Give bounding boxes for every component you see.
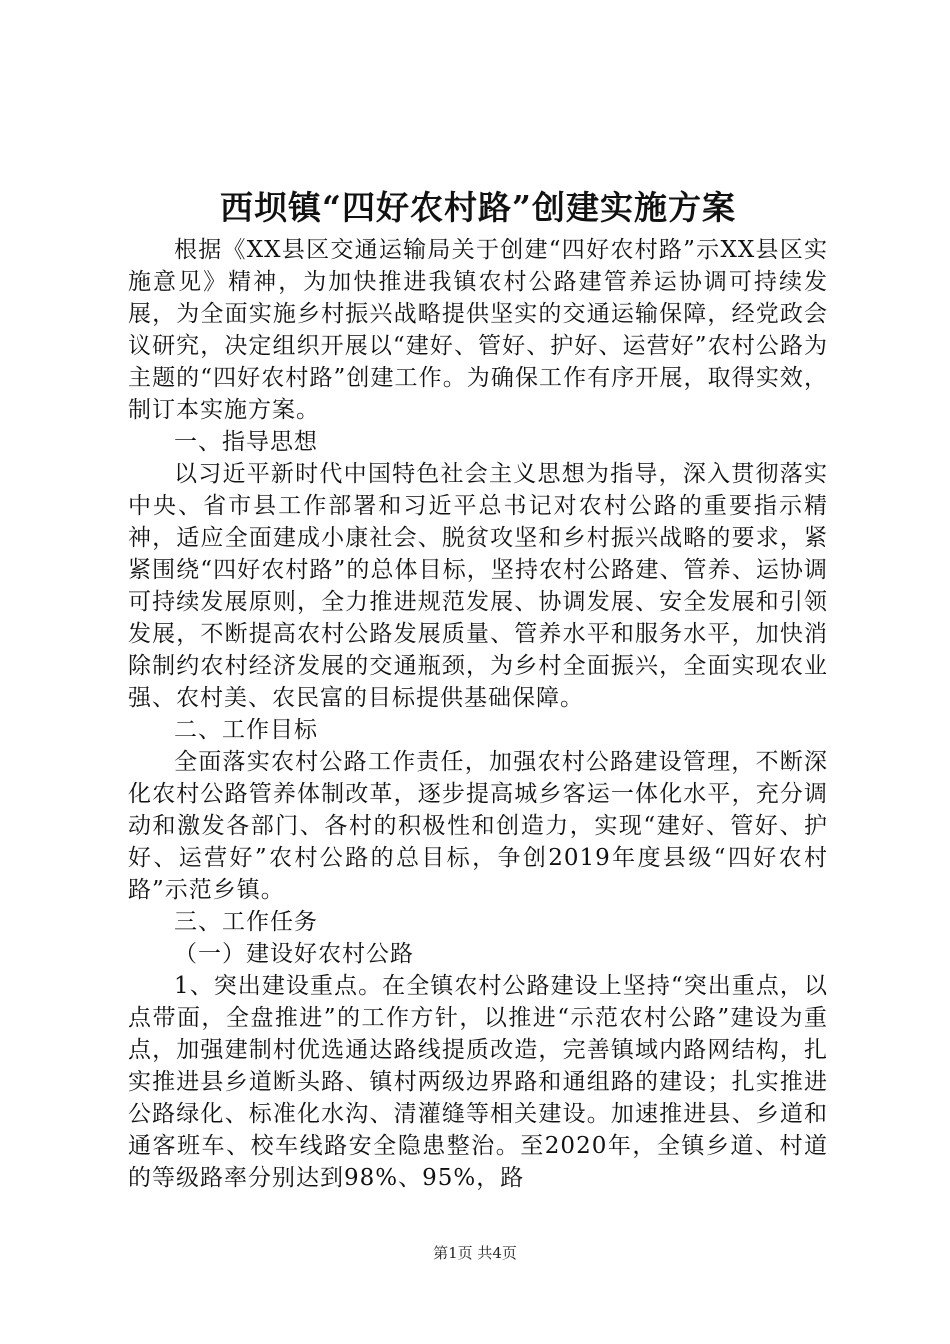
- document-body: [128, 234, 828, 1194]
- page-footer: 第1页 共4页: [433, 1244, 517, 1262]
- document-page: [128, 184, 828, 1194]
- document-title: 西坝镇“四好农村路”创建实施方案: [220, 188, 736, 227]
- section-heading-guiding-ideology: 一、指导思想: [174, 429, 318, 455]
- paragraph-intro: 根据《XX县区交通运输局关于创建“四好农村路”示XX县区实施意见》精神，为加快推进我镇农村公路建管养运协调可持续发展，为全面实施乡村振兴战略提供坚实的交通运输保障，经党政会议研究，决定组织开展以“建好、管好、护好、运营好”农村公路为主题的“四好农村路”创建工作。为确保工作有序开展，取得实效，制订本实施方案。: [128, 237, 828, 423]
- paragraph-guiding-ideology: 以习近平新时代中国特色社会主义思想为指导，深入贯彻落实中央、省市县工作部署和习近平总书记对农村公路的重要指示精神，适应全面建成小康社会、脱贫攻坚和乡村振兴战略的要求，紧紧围绕“四好农村路”的总体目标，坚持农村公路建、管养、运协调可持续发展原则，全力推进规范发展、协调发展、安全发展和引领发展，不断提高农村公路发展质量、管养水平和服务水平，加快消除制约农村经济发展的交通瓶颈，为乡村全面振兴，全面实现农业强、农村美、农民富的目标提供基础保障。: [128, 461, 828, 711]
- paragraph-work-goals: 全面落实农村公路工作责任，加强农村公路建设管理，不断深化农村公路管养体制改革，逐步提高城乡客运一体化水平，充分调动和激发各部门、各村的积极性和创造力，实现“建好、管好、护好、运营好”农村公路的总目标，争创2019年度县级“四好农村路”示范乡镇。: [128, 749, 828, 903]
- section-heading-work-goals: 二、工作目标: [174, 717, 318, 743]
- paragraph-build-priorities: 1、突出建设重点。在全镇农村公路建设上坚持“突出重点，以点带面，全盘推进”的工作方针，以推进“示范农村公路”建设为重点，加强建制村优选通达路线提质改造，完善镇域内路网结构，扎实推进县乡道断头路、镇村两级边界路和通组路的建设；扎实推进公路绿化、标准化水沟、清灌缝等相关建设。加速推进县、乡道和通客班车、校车线路安全隐患整治。至2020年，全镇乡道、村道的等级路率分别达到98%、95%，路: [128, 973, 828, 1191]
- section-heading-work-tasks: 三、工作任务: [174, 909, 318, 935]
- subsection-heading-build-roads: （一）建设好农村公路: [174, 941, 414, 967]
